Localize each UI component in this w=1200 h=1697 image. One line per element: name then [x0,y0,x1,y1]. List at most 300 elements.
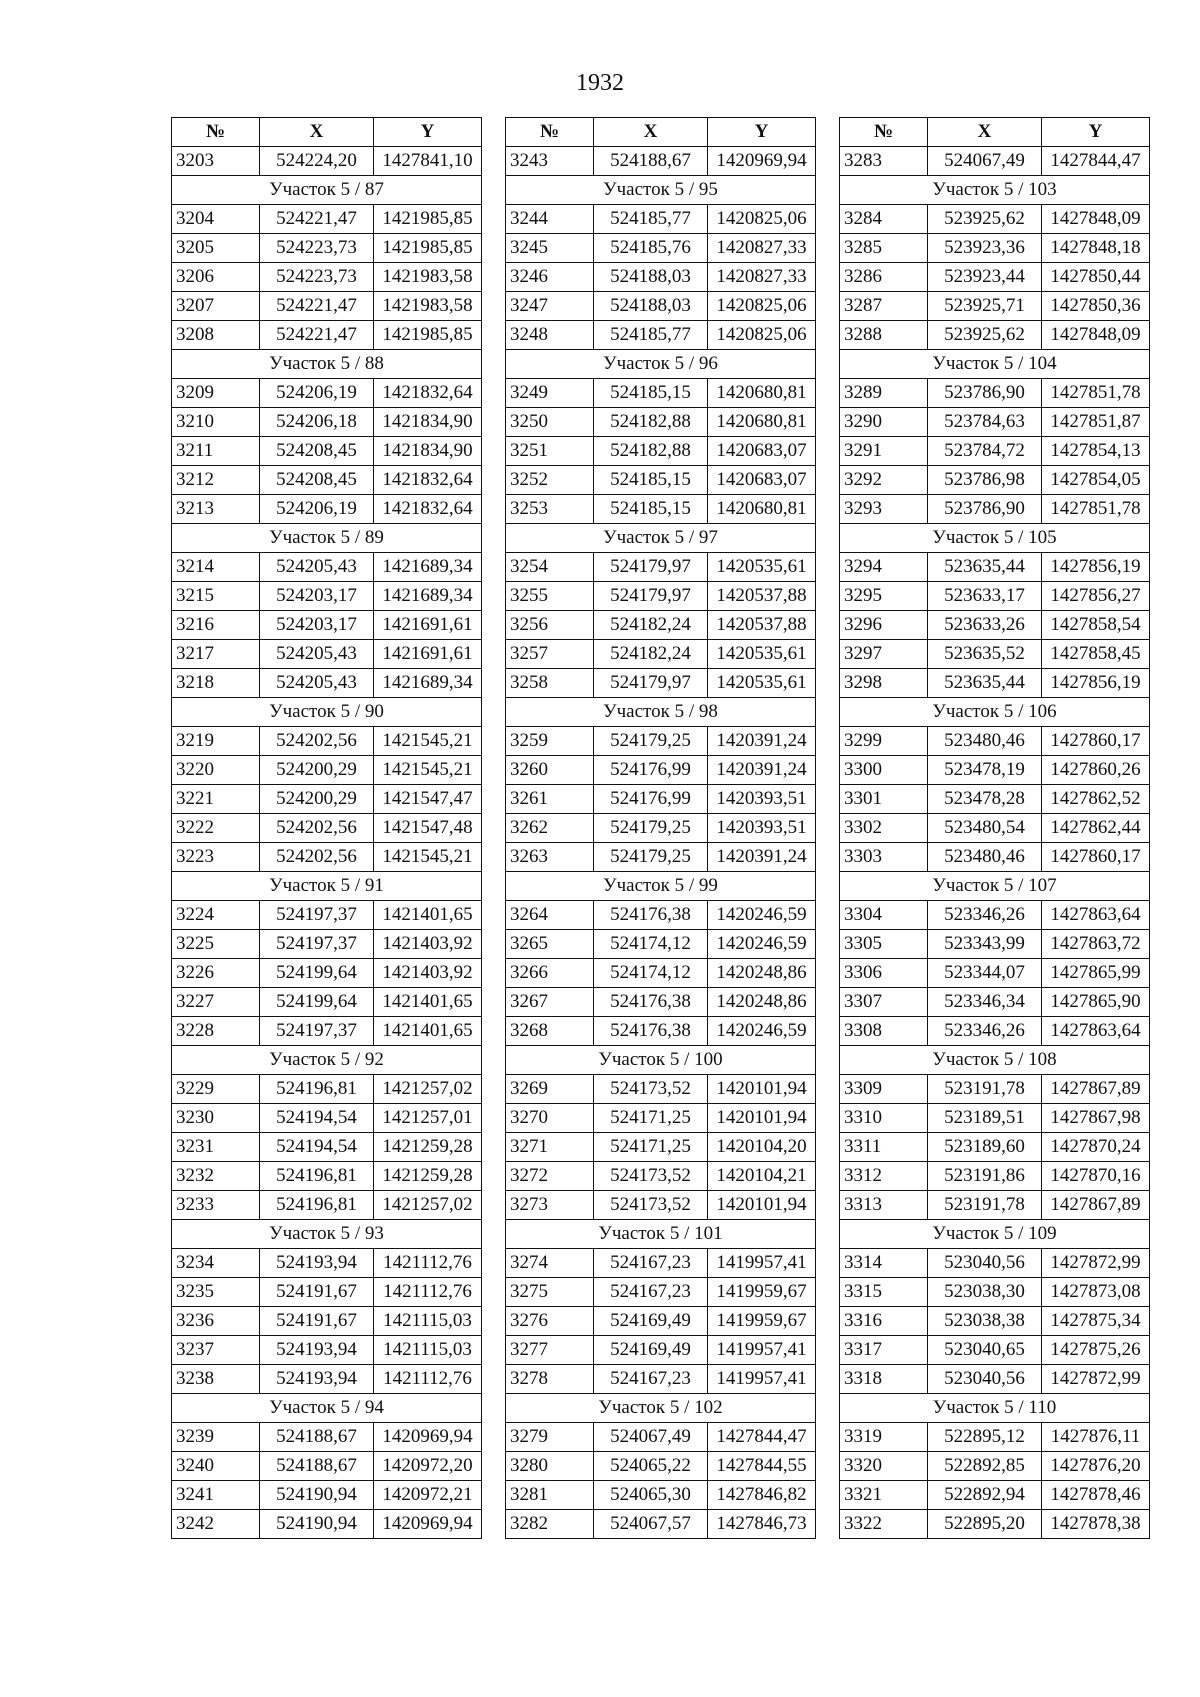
table-row [506,553,816,582]
point-number-cell: 3269 [506,1075,594,1104]
y-coordinate-cell: 1420246,59 [708,930,816,959]
x-coordinate-cell: 524193,94 [260,1249,374,1278]
table-row [840,321,1150,350]
point-number-cell: 3203 [172,147,260,176]
table-row [172,147,482,176]
y-coordinate-cell: 1427856,19 [1042,553,1150,582]
table-row [840,379,1150,408]
section-row [840,176,1150,205]
x-coordinate-cell: 524221,47 [260,321,374,350]
point-number-cell: 3210 [172,408,260,437]
section-row [840,1394,1150,1423]
y-coordinate-cell: 1427862,52 [1042,785,1150,814]
point-number-cell: 3303 [840,843,928,872]
table-row [840,901,1150,930]
table-row [172,1104,482,1133]
section-row [506,1394,816,1423]
x-coordinate-cell: 524193,94 [260,1365,374,1394]
y-coordinate-cell: 1420393,51 [708,785,816,814]
point-number-cell: 3318 [840,1365,928,1394]
x-coordinate-cell: 523633,17 [928,582,1042,611]
section-row [840,872,1150,901]
x-coordinate-cell: 523786,90 [928,495,1042,524]
point-number-cell: 3296 [840,611,928,640]
y-coordinate-cell: 1421257,02 [374,1191,482,1220]
y-coordinate-cell: 1420535,61 [708,640,816,669]
y-coordinate-cell: 1427848,09 [1042,321,1150,350]
table-row [840,1191,1150,1220]
y-coordinate-cell: 1420969,94 [708,147,816,176]
y-coordinate-cell: 1419959,67 [708,1307,816,1336]
y-coordinate-cell: 1427865,90 [1042,988,1150,1017]
table-row [840,292,1150,321]
section-label: Участок 5 / 108 [840,1046,1150,1075]
point-number-cell: 3317 [840,1336,928,1365]
point-number-cell: 3227 [172,988,260,1017]
point-number-cell: 3243 [506,147,594,176]
y-coordinate-cell: 1421547,47 [374,785,482,814]
x-coordinate-cell: 524067,57 [594,1510,708,1539]
x-coordinate-cell: 524205,43 [260,669,374,698]
point-number-cell: 3270 [506,1104,594,1133]
table-row [172,234,482,263]
x-coordinate-cell: 523784,63 [928,408,1042,437]
y-coordinate-cell: 1420825,06 [708,321,816,350]
y-coordinate-cell: 1427862,44 [1042,814,1150,843]
y-coordinate-cell: 1427870,16 [1042,1162,1150,1191]
table-row [506,582,816,611]
section-row [172,524,482,553]
x-coordinate-cell: 524205,43 [260,553,374,582]
header-y: Y [708,118,816,147]
point-number-cell: 3224 [172,901,260,930]
table-row [506,1191,816,1220]
y-coordinate-cell: 1421834,90 [374,437,482,466]
x-coordinate-cell: 524197,37 [260,901,374,930]
point-number-cell: 3204 [172,205,260,234]
x-coordinate-cell: 524197,37 [260,930,374,959]
point-number-cell: 3309 [840,1075,928,1104]
table-row [840,1162,1150,1191]
y-coordinate-cell: 1419959,67 [708,1278,816,1307]
table-row [172,1278,482,1307]
table-row [172,1133,482,1162]
x-coordinate-cell: 524196,81 [260,1075,374,1104]
point-number-cell: 3216 [172,611,260,640]
table-row [506,1481,816,1510]
y-coordinate-cell: 1421545,21 [374,843,482,872]
y-coordinate-cell: 1427865,99 [1042,959,1150,988]
table-row [506,437,816,466]
point-number-cell: 3219 [172,727,260,756]
point-number-cell: 3248 [506,321,594,350]
x-coordinate-cell: 524173,52 [594,1191,708,1220]
table-row [172,727,482,756]
header-y: Y [374,118,482,147]
point-number-cell: 3319 [840,1423,928,1452]
x-coordinate-cell: 524188,67 [260,1423,374,1452]
table-row [172,1481,482,1510]
y-coordinate-cell: 1420246,59 [708,901,816,930]
header-number: № [506,118,594,147]
table-row [506,292,816,321]
x-coordinate-cell: 524202,56 [260,727,374,756]
x-coordinate-cell: 523478,19 [928,756,1042,785]
x-coordinate-cell: 524182,88 [594,437,708,466]
y-coordinate-cell: 1420101,94 [708,1191,816,1220]
header-y: Y [1042,118,1150,147]
point-number-cell: 3313 [840,1191,928,1220]
point-number-cell: 3209 [172,379,260,408]
table-row [506,408,816,437]
table-row [172,379,482,408]
header-x: X [594,118,708,147]
table-row [172,756,482,785]
point-number-cell: 3205 [172,234,260,263]
point-number-cell: 3213 [172,495,260,524]
x-coordinate-cell: 524206,19 [260,495,374,524]
point-number-cell: 3263 [506,843,594,872]
y-coordinate-cell: 1427863,72 [1042,930,1150,959]
section-label: Участок 5 / 107 [840,872,1150,901]
x-coordinate-cell: 522895,20 [928,1510,1042,1539]
y-coordinate-cell: 1421985,85 [374,321,482,350]
table-row [840,582,1150,611]
table-row [172,1249,482,1278]
table-row [506,1075,816,1104]
x-coordinate-cell: 524176,99 [594,785,708,814]
point-number-cell: 3242 [172,1510,260,1539]
x-coordinate-cell: 523040,65 [928,1336,1042,1365]
table-row [172,1452,482,1481]
y-coordinate-cell: 1421545,21 [374,756,482,785]
point-number-cell: 3275 [506,1278,594,1307]
table-row [840,1336,1150,1365]
section-label: Участок 5 / 91 [172,872,482,901]
point-number-cell: 3235 [172,1278,260,1307]
point-number-cell: 3295 [840,582,928,611]
section-label: Участок 5 / 98 [506,698,816,727]
table-row [840,234,1150,263]
y-coordinate-cell: 1421832,64 [374,495,482,524]
table-row [506,1133,816,1162]
section-label: Участок 5 / 89 [172,524,482,553]
x-coordinate-cell: 524199,64 [260,988,374,1017]
table-row [172,814,482,843]
y-coordinate-cell: 1427851,78 [1042,495,1150,524]
section-label: Участок 5 / 105 [840,524,1150,553]
table-row [172,959,482,988]
table-row [172,1510,482,1539]
point-number-cell: 3277 [506,1336,594,1365]
x-coordinate-cell: 523635,44 [928,669,1042,698]
header-x: X [928,118,1042,147]
section-row [172,176,482,205]
table-row [172,553,482,582]
header-number: № [172,118,260,147]
section-label: Участок 5 / 100 [506,1046,816,1075]
x-coordinate-cell: 523346,26 [928,1017,1042,1046]
point-number-cell: 3271 [506,1133,594,1162]
y-coordinate-cell: 1427858,54 [1042,611,1150,640]
point-number-cell: 3288 [840,321,928,350]
x-coordinate-cell: 523480,54 [928,814,1042,843]
table-row [506,1162,816,1191]
section-row [172,1220,482,1249]
x-coordinate-cell: 524196,81 [260,1162,374,1191]
table-row [840,205,1150,234]
section-row [840,1220,1150,1249]
y-coordinate-cell: 1427860,17 [1042,727,1150,756]
x-coordinate-cell: 524188,03 [594,292,708,321]
point-number-cell: 3283 [840,147,928,176]
x-coordinate-cell: 523344,07 [928,959,1042,988]
y-coordinate-cell: 1427870,24 [1042,1133,1150,1162]
y-coordinate-cell: 1420969,94 [374,1510,482,1539]
table-row [172,1365,482,1394]
y-coordinate-cell: 1421983,58 [374,263,482,292]
table-row [172,785,482,814]
x-coordinate-cell: 522892,85 [928,1452,1042,1481]
x-coordinate-cell: 523635,52 [928,640,1042,669]
section-label: Участок 5 / 96 [506,350,816,379]
x-coordinate-cell: 523925,62 [928,321,1042,350]
point-number-cell: 3250 [506,408,594,437]
point-number-cell: 3261 [506,785,594,814]
table-row [840,611,1150,640]
y-coordinate-cell: 1421689,34 [374,553,482,582]
x-coordinate-cell: 523480,46 [928,843,1042,872]
y-coordinate-cell: 1421832,64 [374,379,482,408]
x-coordinate-cell: 524065,30 [594,1481,708,1510]
x-coordinate-cell: 524208,45 [260,466,374,495]
header-number: № [840,118,928,147]
point-number-cell: 3253 [506,495,594,524]
table-row [172,1423,482,1452]
section-label: Участок 5 / 94 [172,1394,482,1423]
point-number-cell: 3218 [172,669,260,698]
x-coordinate-cell: 524208,45 [260,437,374,466]
y-coordinate-cell: 1420825,06 [708,205,816,234]
table-row [172,640,482,669]
point-number-cell: 3232 [172,1162,260,1191]
table-row [840,1452,1150,1481]
table-row [840,1249,1150,1278]
table-row [506,379,816,408]
x-coordinate-cell: 524174,12 [594,930,708,959]
x-coordinate-cell: 524196,81 [260,1191,374,1220]
x-coordinate-cell: 524179,97 [594,582,708,611]
x-coordinate-cell: 524221,47 [260,292,374,321]
table-row [506,321,816,350]
point-number-cell: 3226 [172,959,260,988]
x-coordinate-cell: 523191,78 [928,1075,1042,1104]
x-coordinate-cell: 524185,77 [594,321,708,350]
y-coordinate-cell: 1420969,94 [374,1423,482,1452]
y-coordinate-cell: 1421401,65 [374,988,482,1017]
x-coordinate-cell: 524199,64 [260,959,374,988]
point-number-cell: 3273 [506,1191,594,1220]
y-coordinate-cell: 1427876,20 [1042,1452,1150,1481]
table-row [840,495,1150,524]
table-row [840,1481,1150,1510]
table-row [840,1307,1150,1336]
x-coordinate-cell: 523478,28 [928,785,1042,814]
point-number-cell: 3282 [506,1510,594,1539]
x-coordinate-cell: 523346,26 [928,901,1042,930]
section-row [506,176,816,205]
table-header-row [840,118,1150,147]
point-number-cell: 3279 [506,1423,594,1452]
table-row [840,1423,1150,1452]
section-label: Участок 5 / 102 [506,1394,816,1423]
point-number-cell: 3302 [840,814,928,843]
table-row [172,292,482,321]
section-label: Участок 5 / 88 [172,350,482,379]
point-number-cell: 3256 [506,611,594,640]
section-row [840,698,1150,727]
x-coordinate-cell: 524067,49 [594,1423,708,1452]
point-number-cell: 3297 [840,640,928,669]
x-coordinate-cell: 524169,49 [594,1336,708,1365]
point-number-cell: 3239 [172,1423,260,1452]
x-coordinate-cell: 524179,97 [594,669,708,698]
y-coordinate-cell: 1427867,89 [1042,1191,1150,1220]
point-number-cell: 3264 [506,901,594,930]
y-coordinate-cell: 1427872,99 [1042,1365,1150,1394]
point-number-cell: 3285 [840,234,928,263]
table-row [840,1278,1150,1307]
point-number-cell: 3306 [840,959,928,988]
point-number-cell: 3290 [840,408,928,437]
table-row [506,959,816,988]
y-coordinate-cell: 1427846,82 [708,1481,816,1510]
point-number-cell: 3284 [840,205,928,234]
y-coordinate-cell: 1427878,38 [1042,1510,1150,1539]
x-coordinate-cell: 524223,73 [260,234,374,263]
point-number-cell: 3300 [840,756,928,785]
point-number-cell: 3289 [840,379,928,408]
table-row [840,727,1150,756]
x-coordinate-cell: 524176,99 [594,756,708,785]
table-row [840,466,1150,495]
point-number-cell: 3241 [172,1481,260,1510]
y-coordinate-cell: 1419957,41 [708,1365,816,1394]
y-coordinate-cell: 1420535,61 [708,669,816,698]
y-coordinate-cell: 1420248,86 [708,988,816,1017]
y-coordinate-cell: 1427850,36 [1042,292,1150,321]
table-row [172,1191,482,1220]
point-number-cell: 3252 [506,466,594,495]
y-coordinate-cell: 1427844,47 [708,1423,816,1452]
y-coordinate-cell: 1427841,10 [374,147,482,176]
coordinates-table-2 [505,117,816,1539]
point-number-cell: 3229 [172,1075,260,1104]
y-coordinate-cell: 1421691,61 [374,611,482,640]
x-coordinate-cell: 523346,34 [928,988,1042,1017]
y-coordinate-cell: 1427844,47 [1042,147,1150,176]
y-coordinate-cell: 1427856,19 [1042,669,1150,698]
y-coordinate-cell: 1427851,87 [1042,408,1150,437]
point-number-cell: 3257 [506,640,594,669]
x-coordinate-cell: 524203,17 [260,611,374,640]
point-number-cell: 3206 [172,263,260,292]
table-row [172,1075,482,1104]
section-label: Участок 5 / 87 [172,176,482,205]
point-number-cell: 3299 [840,727,928,756]
x-coordinate-cell: 524179,25 [594,843,708,872]
section-row [840,524,1150,553]
table-row [840,1075,1150,1104]
point-number-cell: 3215 [172,582,260,611]
point-number-cell: 3245 [506,234,594,263]
table-row [840,1133,1150,1162]
point-number-cell: 3236 [172,1307,260,1336]
table-row [506,1365,816,1394]
point-number-cell: 3258 [506,669,594,698]
x-coordinate-cell: 524190,94 [260,1510,374,1539]
table-row [506,669,816,698]
x-coordinate-cell: 524169,49 [594,1307,708,1336]
y-coordinate-cell: 1421115,03 [374,1307,482,1336]
x-coordinate-cell: 524182,24 [594,640,708,669]
x-coordinate-cell: 524188,67 [260,1452,374,1481]
point-number-cell: 3237 [172,1336,260,1365]
table-row [172,205,482,234]
x-coordinate-cell: 522895,12 [928,1423,1042,1452]
x-coordinate-cell: 524179,97 [594,553,708,582]
y-coordinate-cell: 1421985,85 [374,234,482,263]
section-row [172,698,482,727]
x-coordinate-cell: 524224,20 [260,147,374,176]
section-row [172,872,482,901]
table-row [840,437,1150,466]
y-coordinate-cell: 1420825,06 [708,292,816,321]
y-coordinate-cell: 1421834,90 [374,408,482,437]
y-coordinate-cell: 1421985,85 [374,205,482,234]
point-number-cell: 3304 [840,901,928,930]
x-coordinate-cell: 523191,78 [928,1191,1042,1220]
y-coordinate-cell: 1420972,20 [374,1452,482,1481]
table-row [506,611,816,640]
x-coordinate-cell: 524221,47 [260,205,374,234]
section-label: Участок 5 / 110 [840,1394,1150,1423]
x-coordinate-cell: 524191,67 [260,1278,374,1307]
section-row [172,1046,482,1075]
point-number-cell: 3322 [840,1510,928,1539]
y-coordinate-cell: 1420535,61 [708,553,816,582]
x-coordinate-cell: 524176,38 [594,901,708,930]
y-coordinate-cell: 1421401,65 [374,901,482,930]
x-coordinate-cell: 523038,38 [928,1307,1042,1336]
x-coordinate-cell: 524173,52 [594,1075,708,1104]
y-coordinate-cell: 1420248,86 [708,959,816,988]
y-coordinate-cell: 1421259,28 [374,1133,482,1162]
table-row [172,263,482,292]
table-row [506,263,816,292]
x-coordinate-cell: 523040,56 [928,1249,1042,1278]
point-number-cell: 3225 [172,930,260,959]
section-label: Участок 5 / 90 [172,698,482,727]
x-coordinate-cell: 524202,56 [260,843,374,872]
y-coordinate-cell: 1421545,21 [374,727,482,756]
table-row [840,553,1150,582]
x-coordinate-cell: 523040,56 [928,1365,1042,1394]
table-row [506,1017,816,1046]
x-coordinate-cell: 524194,54 [260,1104,374,1133]
y-coordinate-cell: 1427844,55 [708,1452,816,1481]
point-number-cell: 3291 [840,437,928,466]
